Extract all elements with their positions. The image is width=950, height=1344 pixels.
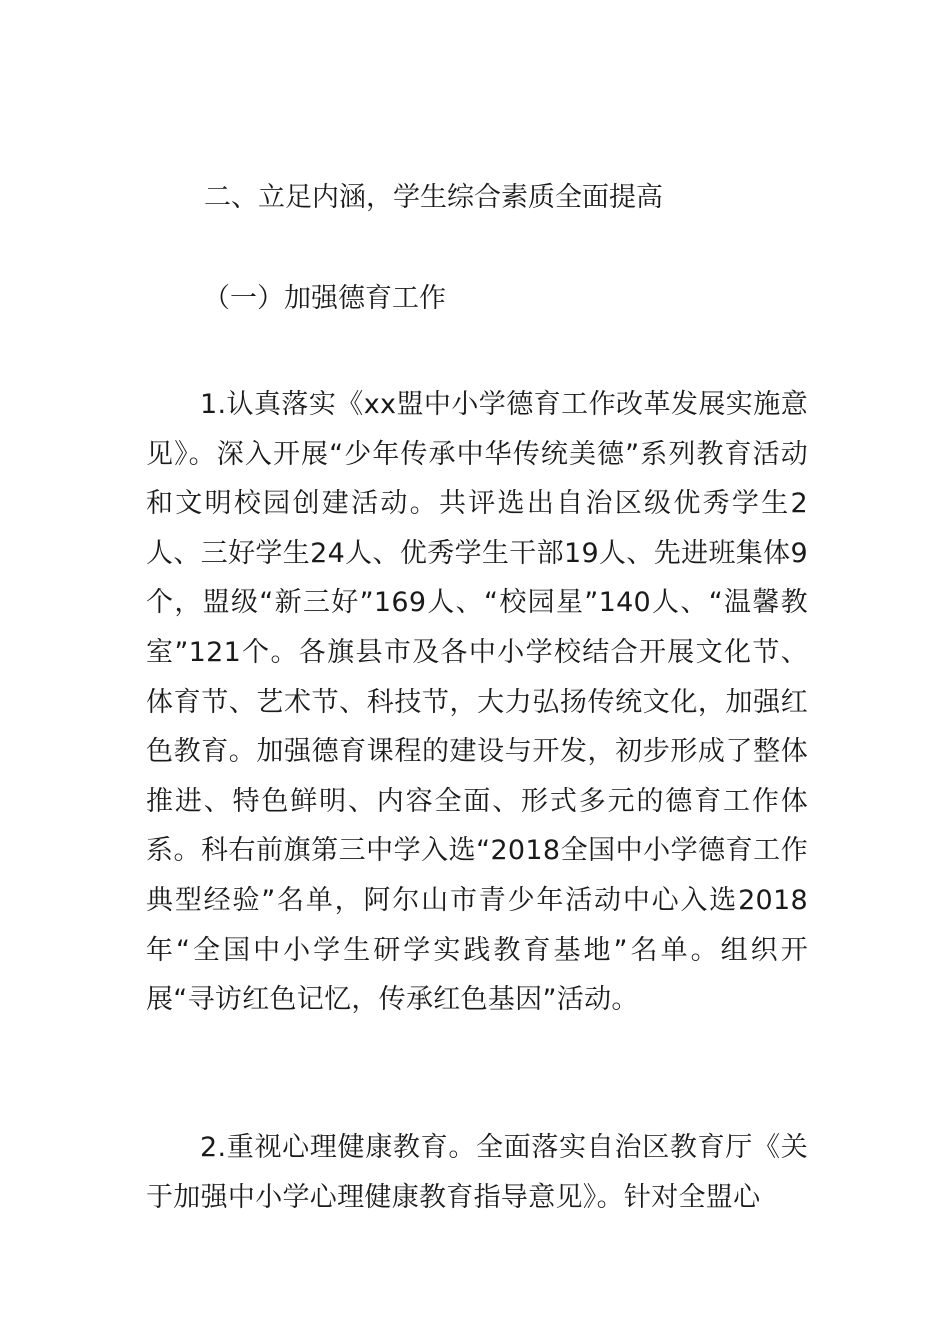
sub-heading: （一）加强德育工作 bbox=[203, 283, 446, 314]
paragraph-mental-health: 2.重视心理健康教育。全面落实自治区教育厅《关于加强中小学心理健康教育指导意见》。针对全盟心 bbox=[146, 1132, 808, 1213]
section-heading: 二、立足内涵，学生综合素质全面提高 bbox=[204, 182, 663, 213]
paragraph-moral-education: 1.认真落实《xx盟中小学德育工作改革发展实施意见》。深入开展“少年传承中华传统美德”系列教育活动和文明校园创建活动。共评选出自治区级优秀学生2人、三好学生24人、优秀学生干部19人、先进班集体9个，盟级“新三好”169人、“校园星”140人、“温馨教室”121个。各旗县市及各中小学校结合开展文化节、体育节、艺术节、科技节，大力弘扬传统文化，加强红色教育。加强德育课程的建设与开发，初步形成了整体推进、特色鲜明、内容全面、形式多元的德育工作体系。科右前旗第三中学入选“2018全国中小学德育工作典型经验”名单，阿尔山市青少年活动中心入选2018年“全国中小学生研学实践教育基地”名单。组织开展“寻访红色记忆，传承红色基因”活动。 bbox=[146, 389, 808, 1016]
